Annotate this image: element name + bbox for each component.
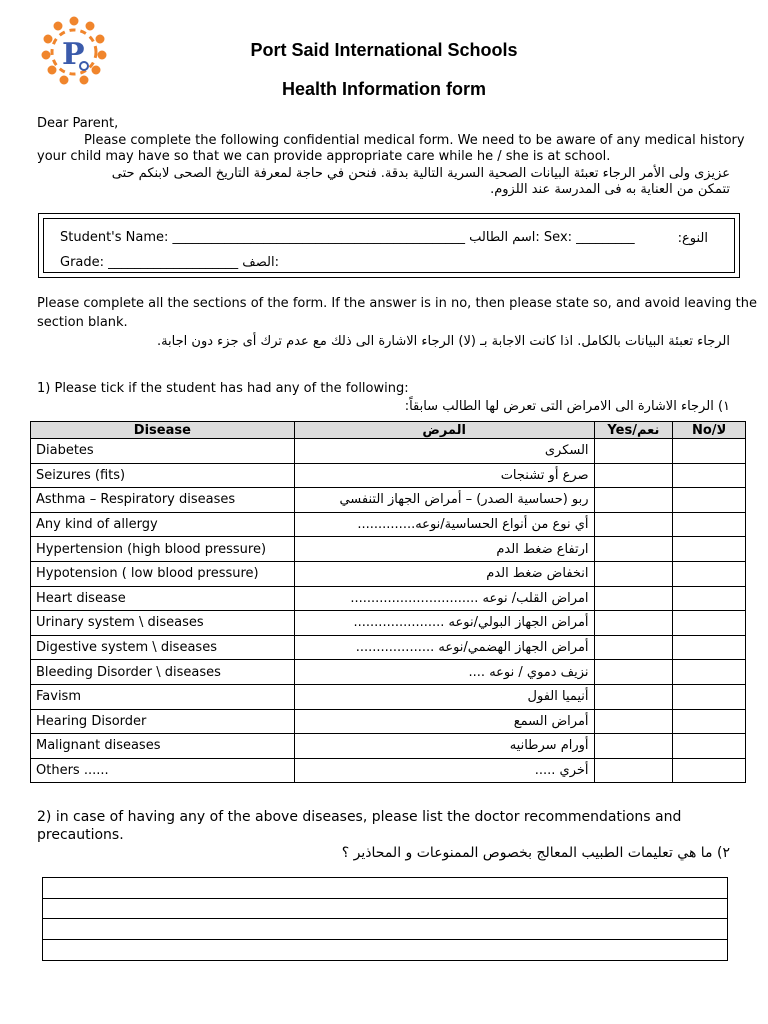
- instructions-arabic: الرجاء تعبئة البيانات بالكامل. اذا كانت الاجابة بـ (لا) الرجاء الاشارة الى ذلك مع عدم ترك أى جزء دون اجابة.: [156, 334, 730, 349]
- disease-name-arabic: أخري .....: [294, 758, 594, 783]
- disease-name: Hypotension ( low blood pressure): [31, 561, 295, 586]
- header-no: No/لا: [673, 422, 746, 439]
- disease-name: Malignant diseases: [31, 734, 295, 759]
- yes-checkbox-cell[interactable]: [594, 684, 673, 709]
- yes-checkbox-cell[interactable]: [594, 512, 673, 537]
- no-checkbox-cell[interactable]: [673, 586, 746, 611]
- no-checkbox-cell[interactable]: [673, 684, 746, 709]
- grade-arabic: الصف:: [242, 255, 279, 270]
- intro-line-1: Please complete the following confidential medical form. We need to be aware of any medical history: [84, 133, 745, 148]
- table-row: [31, 758, 746, 783]
- yes-checkbox-cell[interactable]: [594, 586, 673, 611]
- yes-checkbox-cell[interactable]: [594, 439, 673, 464]
- no-checkbox-cell[interactable]: [673, 611, 746, 636]
- table-row: [31, 684, 746, 709]
- sex-label: Sex:: [543, 230, 573, 245]
- table-row: [31, 488, 746, 513]
- sex-arabic: النوع:: [677, 231, 708, 246]
- disease-name-arabic: السكرى: [294, 439, 594, 464]
- no-checkbox-cell[interactable]: [673, 488, 746, 513]
- disease-name: Hearing Disorder: [31, 709, 295, 734]
- header-disease-arabic: المرض: [294, 422, 594, 439]
- no-checkbox-cell[interactable]: [673, 561, 746, 586]
- disease-name-arabic: أمراض الجهاز البولي/نوعه ......................: [294, 611, 594, 636]
- table-row: [31, 709, 746, 734]
- disease-name: Favism: [31, 684, 295, 709]
- no-checkbox-cell[interactable]: [673, 537, 746, 562]
- header-yes: Yes/نعم: [594, 422, 673, 439]
- table-row: [31, 463, 746, 488]
- yes-checkbox-cell[interactable]: [594, 660, 673, 685]
- answer-line[interactable]: [43, 940, 727, 960]
- disease-name: Bleeding Disorder \ diseases: [31, 660, 295, 685]
- table-row: [31, 537, 746, 562]
- sex-field[interactable]: _________: [576, 230, 635, 245]
- disease-name: Digestive system \ diseases: [31, 635, 295, 660]
- table-row: [31, 586, 746, 611]
- no-checkbox-cell[interactable]: [673, 439, 746, 464]
- table-row: [31, 635, 746, 660]
- yes-checkbox-cell[interactable]: [594, 561, 673, 586]
- intro-line-2: your child may have so that we can provide appropriate care while he / she is at school.: [37, 149, 611, 164]
- disease-name: Hypertension (high blood pressure): [31, 537, 295, 562]
- yes-checkbox-cell[interactable]: [594, 463, 673, 488]
- yes-checkbox-cell[interactable]: [594, 709, 673, 734]
- disease-name-arabic: امراض القلب/ نوعه ...............................: [294, 586, 594, 611]
- no-checkbox-cell[interactable]: [673, 734, 746, 759]
- disease-name-arabic: أمراض السمع: [294, 709, 594, 734]
- disease-name-arabic: أنيميا الفول: [294, 684, 594, 709]
- student-name-row: [60, 230, 710, 245]
- school-name: Port Said International Schools: [250, 40, 518, 60]
- disease-table: [30, 421, 746, 783]
- disease-name-arabic: صرع أو تشنجات: [294, 463, 594, 488]
- disease-name-arabic: انخفاض ضغط الدم: [294, 561, 594, 586]
- disease-name-arabic: نزيف دموي / نوعه ....: [294, 660, 594, 685]
- answer-line[interactable]: [43, 919, 727, 940]
- disease-name: Heart disease: [31, 586, 295, 611]
- grade-row: [60, 255, 279, 270]
- disease-name: Seizures (fits): [31, 463, 295, 488]
- no-checkbox-cell[interactable]: [673, 635, 746, 660]
- disease-name: Urinary system \ diseases: [31, 611, 295, 636]
- yes-checkbox-cell[interactable]: [594, 758, 673, 783]
- disease-name-arabic: أمراض الجهاز الهضمي/نوعه ...................: [294, 635, 594, 660]
- no-checkbox-cell[interactable]: [673, 463, 746, 488]
- grade-label: Grade:: [60, 255, 105, 270]
- disease-name-arabic: أورام سرطانيه: [294, 734, 594, 759]
- svg-text:P: P: [62, 37, 85, 72]
- table-row: [31, 512, 746, 537]
- instructions-line-2: section blank.: [37, 315, 128, 330]
- form-title: Health Information form: [281, 79, 486, 99]
- table-row: [31, 561, 746, 586]
- question-2-line-2: precautions.: [37, 827, 124, 843]
- yes-checkbox-cell[interactable]: [594, 537, 673, 562]
- yes-checkbox-cell[interactable]: [594, 635, 673, 660]
- disease-name-arabic: أي نوع من أنواع الحساسية/نوعه..............: [294, 512, 594, 537]
- question-2-arabic: ٢) ما هي تعليمات الطبيب المعالج بخصوص الممنوعات و المحاذير ؟: [341, 845, 730, 861]
- disease-name: Others ......: [31, 758, 295, 783]
- question-2-line-1: 2) in case of having any of the above diseases, please list the doctor recommendations and: [37, 809, 682, 825]
- table-row: [31, 734, 746, 759]
- greeting: Dear Parent,: [37, 116, 119, 131]
- table-row: [31, 611, 746, 636]
- student-name-field[interactable]: _____________________________________________: [172, 230, 466, 245]
- table-row: [31, 439, 746, 464]
- student-name-label: Student's Name:: [60, 230, 169, 245]
- question-1-arabic: ١) الرجاء الاشارة الى الامراض التى تعرض لها الطالب سابقاً:: [404, 399, 730, 414]
- disease-name-arabic: ربو (حساسية الصدر) – أمراض الجهاز التنفسي: [294, 488, 594, 513]
- yes-checkbox-cell[interactable]: [594, 734, 673, 759]
- grade-field[interactable]: ____________________: [108, 255, 239, 270]
- student-name-arabic: اسم الطالب:: [469, 230, 540, 245]
- yes-checkbox-cell[interactable]: [594, 611, 673, 636]
- disease-name: Any kind of allergy: [31, 512, 295, 537]
- table-row: [31, 660, 746, 685]
- disease-name-arabic: ارتفاع ضغط الدم: [294, 537, 594, 562]
- instructions-line-1: Please complete all the sections of the form. If the answer is in no, then please state so, and avoid leaving the: [37, 296, 757, 311]
- intro-arabic-2: تتمكن من العناية به فى المدرسة عند اللزوم.: [490, 182, 730, 197]
- no-checkbox-cell[interactable]: [673, 512, 746, 537]
- disease-name: Asthma – Respiratory diseases: [31, 488, 295, 513]
- header-disease: Disease: [31, 422, 295, 439]
- disease-name: Diabetes: [31, 439, 295, 464]
- answer-line[interactable]: [43, 878, 727, 899]
- yes-checkbox-cell[interactable]: [594, 488, 673, 513]
- intro-arabic-1: عزيزى ولى الأمر الرجاء تعبئة البيانات الصحية السرية التالية بدقة. فنحن في حاجة لمعرفة التاريخ الصحى لابنكم حتى: [111, 166, 730, 181]
- no-checkbox-cell[interactable]: [673, 758, 746, 783]
- answer-line[interactable]: [43, 899, 727, 920]
- question-1: 1) Please tick if the student has had any of the following:: [37, 381, 409, 396]
- no-checkbox-cell[interactable]: [673, 709, 746, 734]
- table-header-row: [31, 422, 746, 439]
- recommendations-lines[interactable]: [42, 877, 728, 961]
- no-checkbox-cell[interactable]: [673, 660, 746, 685]
